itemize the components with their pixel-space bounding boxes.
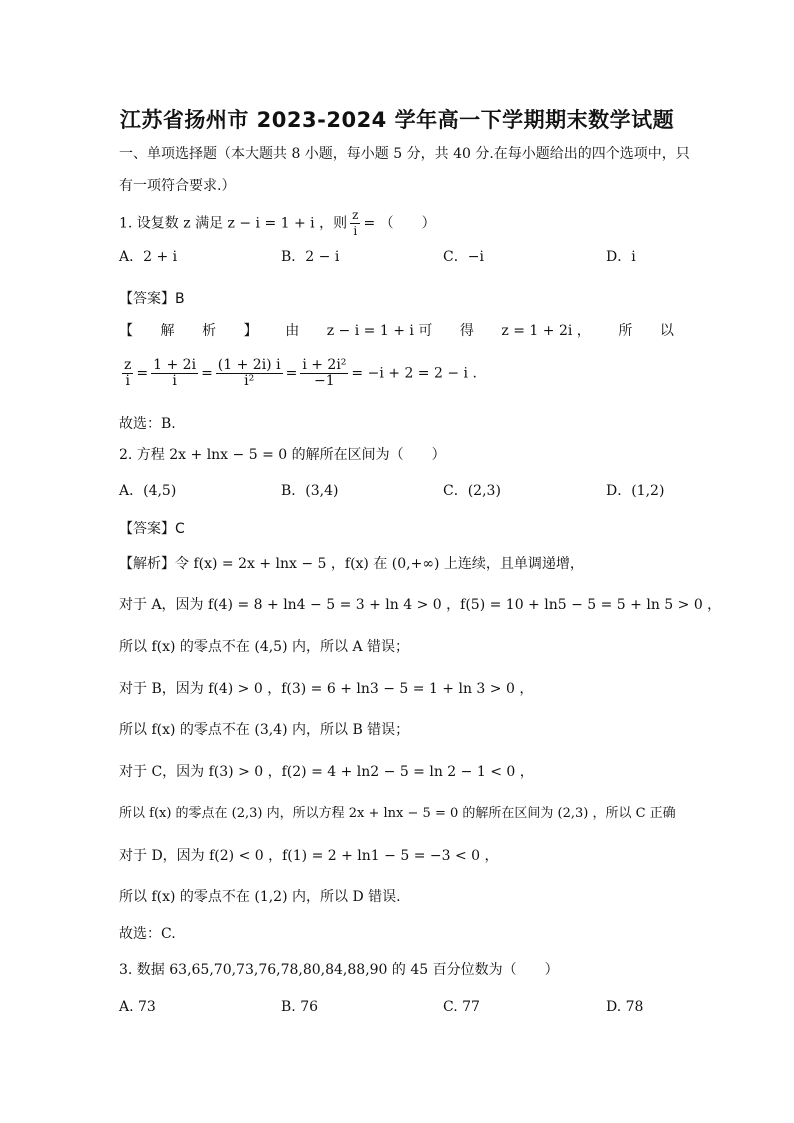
q2-analysis-line-6: 对于 C，因为 f(3) > 0 ，f(2) = 4 + ln2 − 5 = ln 2 − 1 < 0 ，	[119, 764, 534, 780]
q2-analysis-line-2: 对于 A，因为 f(4) = 8 + ln4 − 5 = 3 + ln 4 > 0 ，f(5) = 10 + ln5 − 5 = 5 + ln 5 > 0 ，	[119, 597, 722, 613]
q2-option-b: B．(3,4)	[281, 483, 339, 499]
analysis-equation-2: z = 1 + 2i ，	[501, 323, 591, 339]
q3-option-a: A. 73	[119, 999, 156, 1015]
q3-option-c: C. 77	[443, 999, 480, 1015]
calc-fraction-4	[300, 358, 348, 389]
question-3-stem: 3. 数据 63,65,70,73,76,78,80,84,88,90 的 45 百分位数为（ ）	[119, 962, 559, 978]
q2-analysis-line-1: 【解析】令 f(x) = 2x + lnx − 5 ，f(x) 在 (0,+∞) 上连续，且单调递增，	[119, 556, 584, 572]
fraction-numerator: z	[352, 208, 359, 222]
calc-fraction-2	[151, 358, 198, 389]
fraction-numerator: i + 2i²	[302, 357, 347, 373]
q1-answer: 【答案】B	[119, 291, 185, 307]
fraction-numerator: (1 + 2i) i	[217, 357, 281, 373]
q2-analysis-line-7: 所以 f(x) 的零点在 (2,3) 内，所以方程 2x + lnx − 5 = 0 的解所在区间为 (2,3) ，所以 C 正确	[119, 806, 676, 821]
analysis-equation-1: z − i = 1 + i 可	[326, 323, 433, 339]
fraction-denominator: −1	[314, 373, 335, 389]
page-title: 江苏省扬州市 2023-2024 学年高一下学期期末数学试题	[119, 108, 675, 132]
fraction-denominator: i	[125, 373, 130, 389]
question-2-stem: 2. 方程 2x + lnx − 5 = 0 的解所在区间为（ ）	[119, 447, 446, 463]
analysis-word-xi: 析	[202, 323, 217, 339]
q2-analysis-line-4: 对于 B，因为 f(4) > 0 ，f(3) = 6 + ln3 − 5 = 1 + ln 3 > 0 ，	[119, 681, 534, 697]
calc-fraction-1	[122, 358, 133, 389]
analysis-word-jie: 解	[160, 323, 175, 339]
q3-option-d: D. 78	[606, 999, 644, 1015]
fraction-denominator: i²	[244, 373, 255, 389]
analysis-word-de: 得	[459, 323, 474, 339]
section-heading-line-1: 一、单项选择题（本大题共 8 小题，每小题 5 分，共 40 分.在每小题给出的四个选项中，只	[119, 146, 690, 162]
question-1-stem	[119, 208, 436, 239]
q2-analysis-line-8: 对于 D，因为 f(2) < 0 ，f(1) = 2 + ln1 − 5 = −3 < 0 ，	[119, 848, 499, 864]
q1-analysis-line	[119, 322, 674, 340]
q2-analysis-line-9: 所以 f(x) 的零点不在 (1,2) 内，所以 D 错误.	[119, 889, 401, 905]
q2-option-c: C．(2,3)	[443, 483, 501, 499]
q1-option-c: C．−i	[443, 249, 484, 265]
fraction-denominator: i	[353, 224, 358, 238]
question-1-stem-tail: = （ ）	[363, 215, 436, 232]
q3-option-b: B. 76	[281, 999, 319, 1015]
calc-fraction-3	[216, 358, 283, 389]
analysis-word-suo: 所	[618, 323, 633, 339]
q2-analysis-line-5: 所以 f(x) 的零点不在 (3,4) 内，所以 B 错误；	[119, 722, 410, 738]
q1-conclusion: 故选：B.	[119, 416, 176, 432]
question-1-fraction	[350, 208, 360, 239]
q1-option-d: D．i	[606, 249, 636, 265]
q1-option-a: A．2 + i	[119, 249, 178, 265]
q2-conclusion: 故选：C.	[119, 926, 176, 942]
analysis-word-yi: 以	[659, 323, 674, 339]
fraction-numerator: 1 + 2i	[153, 357, 197, 373]
q1-calculation: $\frac{z}{i}$ = $\frac{1 + 2i}{i}$ = $\frac{(1 + 2i) i}{\text{i²}}$ = $\frac{\text{i + 2i²}}{-1}$ = −i + 2 = 2 − i .	[124, 357, 477, 389]
q1-analysis-spread	[119, 322, 674, 340]
fraction-denominator: i	[172, 373, 177, 389]
q2-option-a: A．(4,5)	[119, 483, 177, 499]
analysis-word-you: 由	[285, 323, 300, 339]
question-1-stem-text: 1. 设复数 z 满足 z − i = 1 + i ，则	[119, 215, 348, 232]
q2-answer: 【答案】C	[119, 521, 185, 537]
q2-option-d: D．(1,2)	[606, 483, 665, 499]
q1-option-b: B．2 − i	[281, 249, 340, 265]
section-heading-line-2: 有一项符合要求.）	[119, 178, 236, 194]
analysis-bracket-close: 】	[243, 323, 258, 339]
calc-tail: = −i + 2 = 2 − i .	[351, 365, 477, 382]
fraction-numerator: z	[124, 357, 132, 373]
q2-analysis-line-3: 所以 f(x) 的零点不在 (4,5) 内，所以 A 错误；	[119, 639, 410, 655]
analysis-bracket-open: 【	[119, 323, 133, 339]
